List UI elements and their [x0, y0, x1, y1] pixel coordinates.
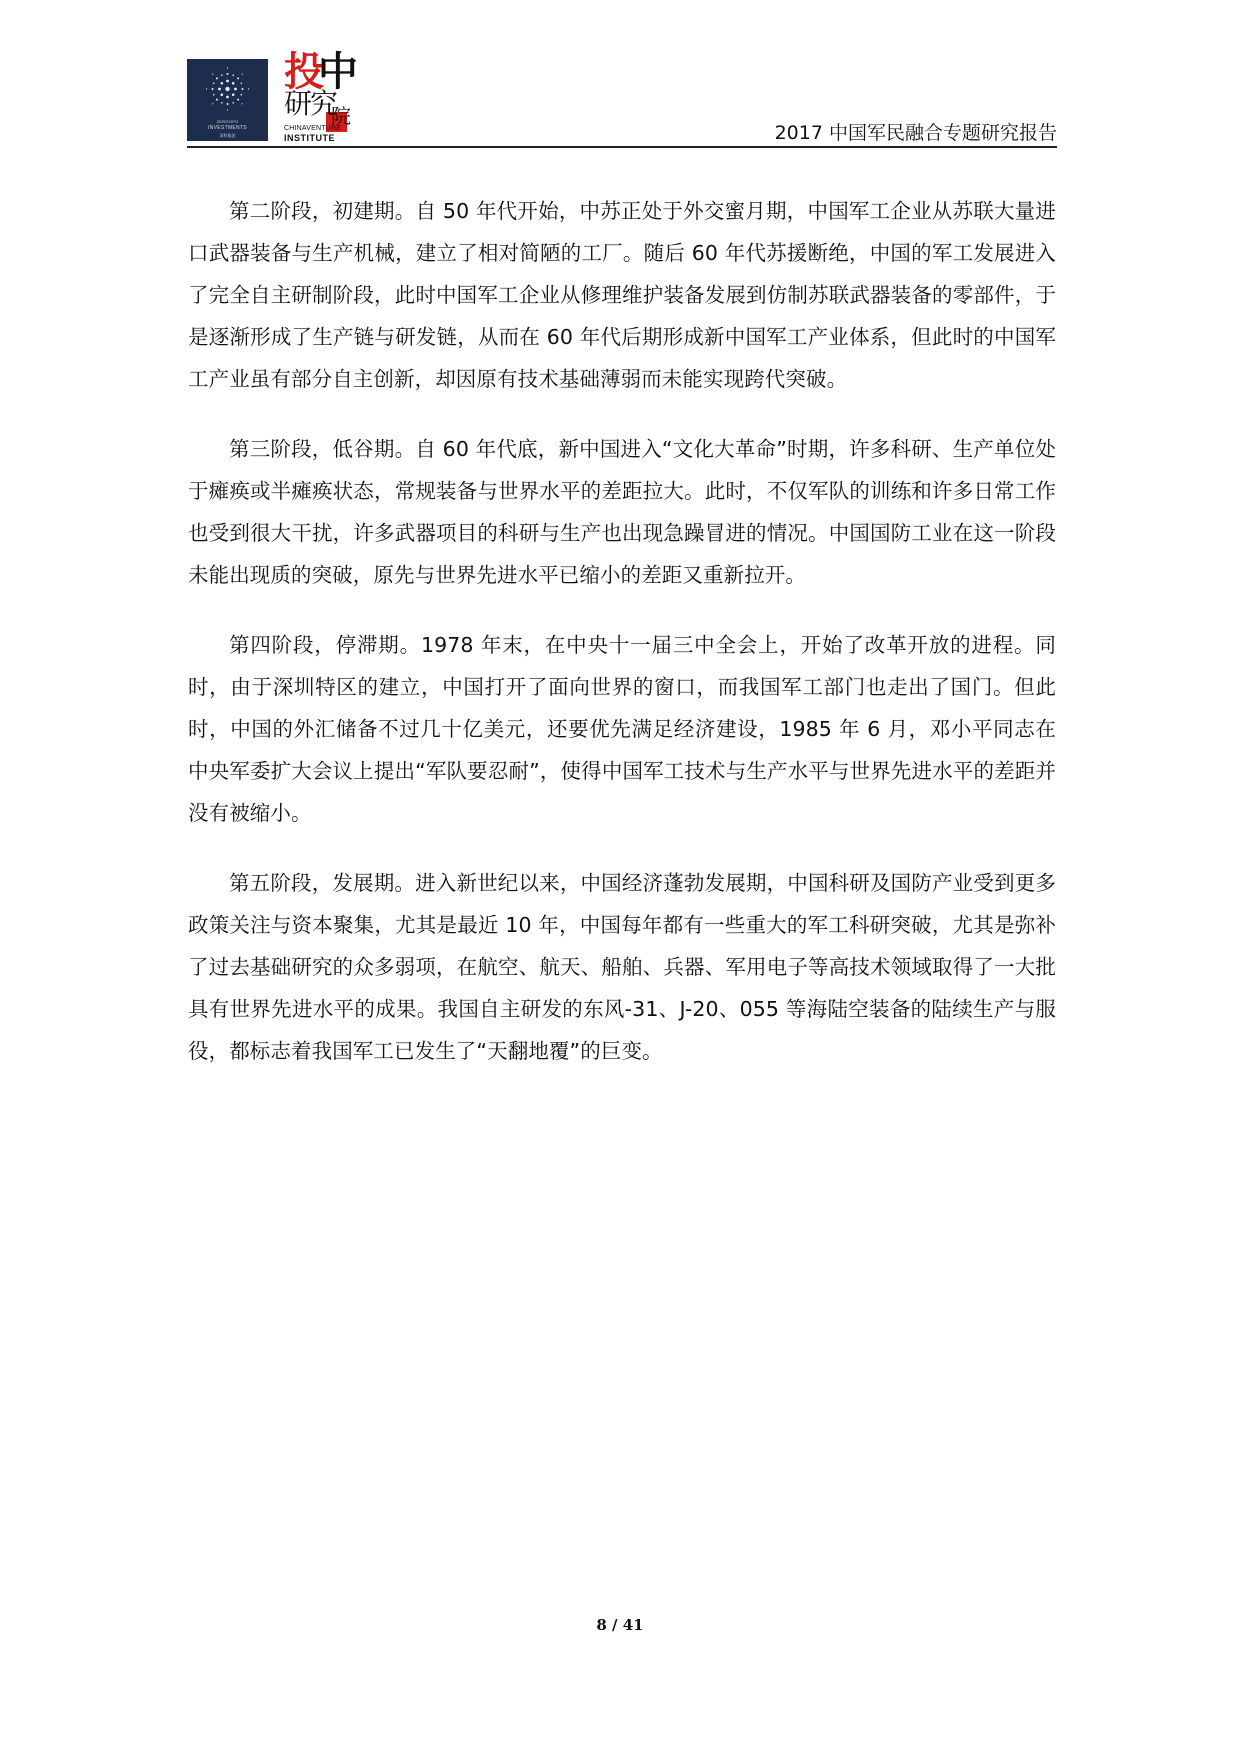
starburst-icon: [187, 59, 268, 119]
logo-char-yuan: 院: [331, 104, 351, 128]
body-content: [188, 190, 1056, 1100]
logo-char-yanjiu: 研究: [284, 87, 337, 120]
logo-text-line3: 清科集团: [219, 133, 236, 138]
report-title: 2017 中国军民融合专题研究报告: [774, 122, 1057, 144]
paragraph-stage-3: 第三阶段，低谷期。自 60 年代底，新中国进入“文化大革命”时期，许多科研、生产单位处于瘫痪或半瘫痪状态，常规装备与世界水平的差距拉大。此时，不仅军队的训练和许多日常工作也受到很大干扰，许多武器项目的科研与生产也出现急躁冒进的情况。中国国防工业在这一阶段未能出现质的突破，原先与世界先进水平已缩小的差距又重新拉开。: [188, 437, 1056, 587]
zero2ipo-logo: [187, 59, 268, 141]
logo-text-line2: INVESTMENTS: [208, 125, 247, 131]
paragraph-stage-2: 第二阶段，初建期。自 50 年代开始，中苏正处于外交蜜月期，中国军工企业从苏联大量进口武器装备与生产机械，建立了相对简陋的工厂。随后 60 年代苏援断绝，中国的军工发展进入了完全自主研制阶段，此时中国军工企业从修理维护装备发展到仿制苏联武器装备的零部件，于是逐渐形成了生产链与研发链，从而在 60 年代后期形成新中国军工产业体系，但此时的中国军工产业虽有部分自主创新，却因原有技术基础薄弱而未能实现跨代突破。: [188, 199, 1056, 391]
page-number: 8 / 41: [596, 1616, 644, 1634]
header-divider: [187, 146, 1057, 148]
logo-char-zhong: 中: [318, 49, 358, 95]
logo-en-line1: CHINAVENTURE: [284, 125, 342, 132]
logo-en-line2: INSTITUTE: [284, 133, 335, 143]
page-header: [187, 49, 1057, 147]
logo-text-line1: ZERO2IPO: [216, 119, 239, 124]
paragraph-stage-5: 第五阶段，发展期。进入新世纪以来，中国经济蓬勃发展期，中国科研及国防产业受到更多政策关注与资本聚集，尤其是最近 10 年，中国每年都有一些重大的军工科研突破，尤其是弥补了过去基础研究的众多弱项，在航空、航天、船舶、兵器、军用电子等高技术领域取得了一大批具有世界先进水平的成果。我国自主研发的东风-31、J-20、055 等海陆空装备的陆续生产与服役，都标志着我国军工已发生了“天翻地覆”的巨变。: [188, 871, 1056, 1063]
chinaventure-institute-logo: [284, 49, 364, 144]
logo-char-tou: 投: [284, 49, 324, 95]
paragraph-stage-4: 第四阶段，停滞期。1978 年末，在中央十一届三中全会上，开始了改革开放的进程。同时，由于深圳特区的建立，中国打开了面向世界的窗口，而我国军工部门也走出了国门。但此时，中国的外汇储备不过几十亿美元，还要优先满足经济建设，1985 年 6 月，邓小平同志在中央军委扩大会议上提出“军队要忍耐”，使得中国军工技术与生产水平与世界先进水平的差距并没有被缩小。: [188, 633, 1056, 825]
